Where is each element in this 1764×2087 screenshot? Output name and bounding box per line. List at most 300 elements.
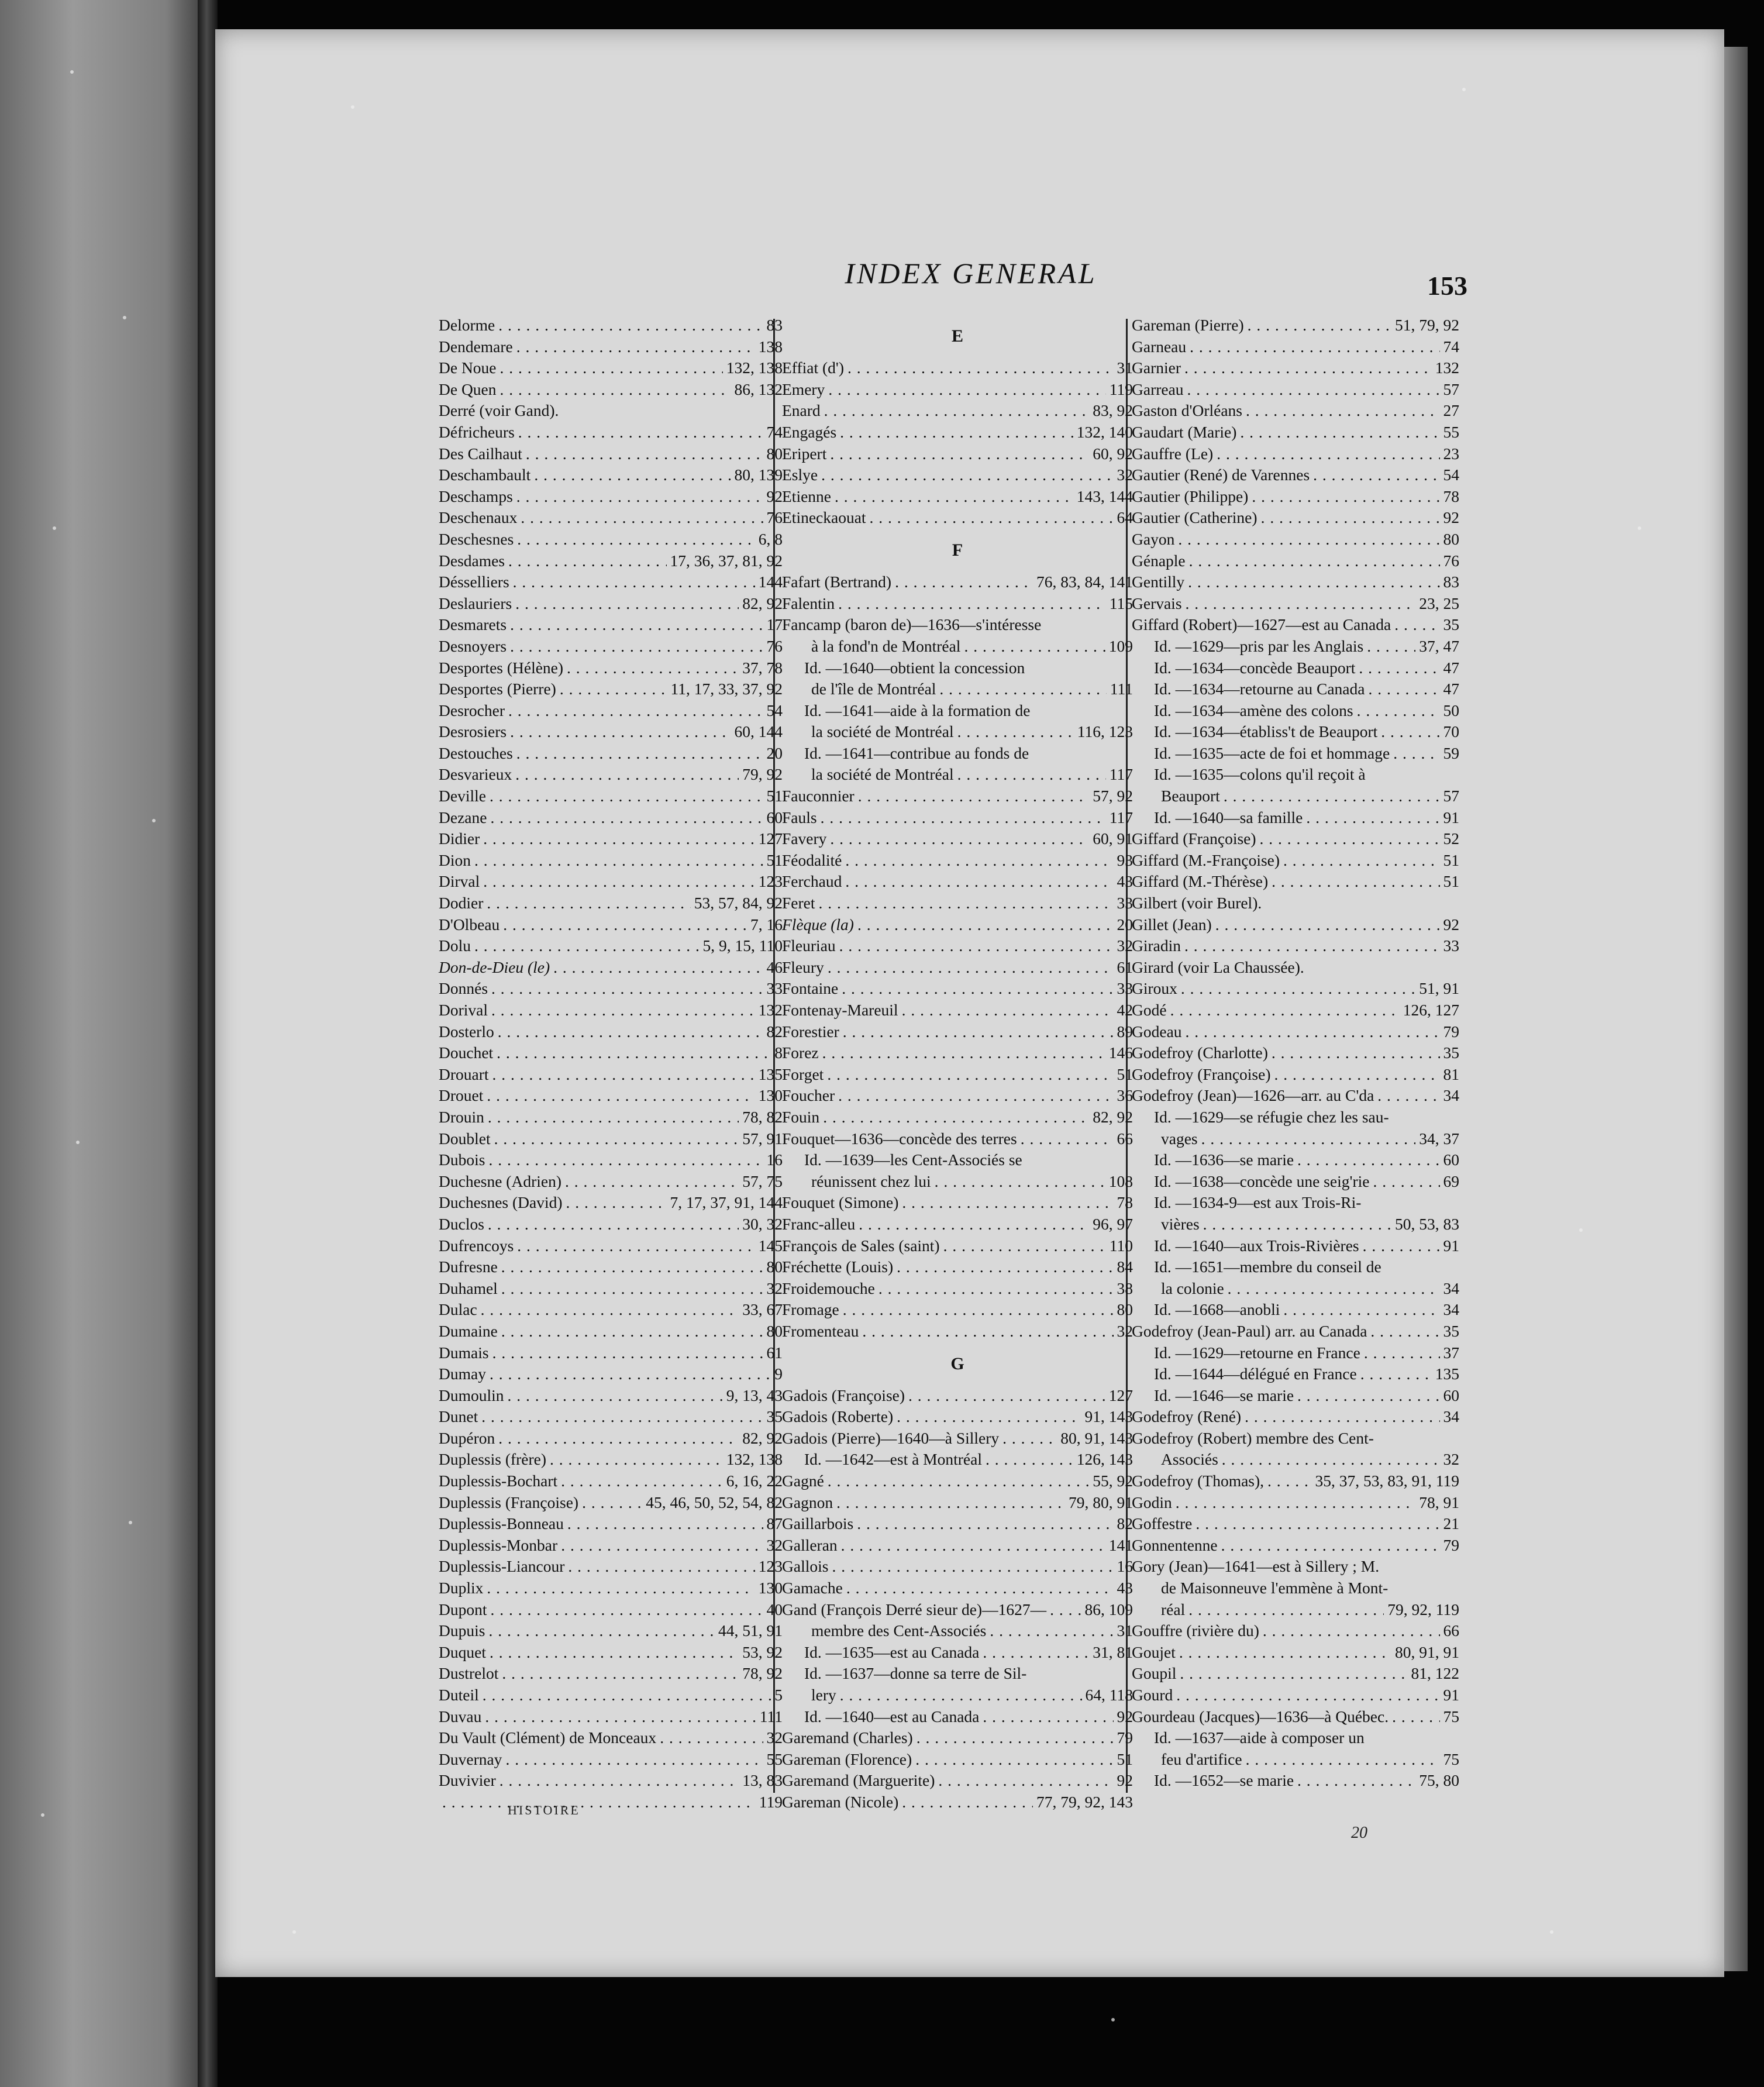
dot-leader <box>481 1299 739 1321</box>
entry-name: Gagné <box>782 1472 824 1490</box>
index-entry <box>439 1299 783 1321</box>
entry-name: Id. —1668—anobli <box>1154 1300 1280 1319</box>
dot-leader <box>1170 1000 1400 1021</box>
entry-name: Duchesnes (David) <box>439 1193 563 1212</box>
dot-leader <box>830 443 1089 465</box>
dot-leader <box>1261 507 1440 529</box>
dot-leader <box>902 1792 1033 1813</box>
dot-leader <box>567 657 739 679</box>
entry-name: Etienne <box>782 487 831 505</box>
dot-leader <box>488 1107 739 1128</box>
entry-name: Id. —1646—se marie <box>1154 1386 1294 1404</box>
dot-leader <box>491 1000 755 1021</box>
index-entry <box>782 1149 1133 1171</box>
entry-pages: 32 <box>766 1728 783 1747</box>
dot-leader <box>839 935 1114 957</box>
entry-name: Engagés <box>782 422 837 441</box>
entry-name: Id. —1635—acte de foi et hommage <box>1154 743 1390 762</box>
entry-pages: 61 <box>766 1343 783 1362</box>
dot-leader <box>510 721 731 743</box>
entry-pages: 83, 92 <box>1093 401 1133 420</box>
dot-leader <box>1364 1342 1440 1364</box>
entry-pages: 144 <box>758 573 783 591</box>
index-entry <box>1132 1685 1459 1706</box>
dot-leader <box>1184 357 1432 379</box>
entry-name: Girard (voir La Chaussée). <box>1132 958 1304 976</box>
index-entry <box>439 1278 783 1300</box>
index-entry <box>782 1492 1133 1514</box>
dot-leader <box>1360 1363 1432 1385</box>
index-entry <box>782 1535 1133 1556</box>
entry-pages: 51 <box>766 850 783 869</box>
dot-leader <box>518 422 763 443</box>
dot-leader <box>870 507 1114 529</box>
entry-name: De Quen <box>439 380 497 398</box>
entry-name: Garemand (Marguerite) <box>782 1771 935 1790</box>
dot-leader <box>568 1556 754 1578</box>
entry-pages: 36 <box>1117 1086 1133 1105</box>
index-entry <box>1132 593 1459 615</box>
dot-leader <box>1050 1599 1081 1621</box>
index-entry <box>782 850 1133 872</box>
dot-leader <box>565 1171 739 1193</box>
dot-leader <box>490 1363 771 1385</box>
index-entry <box>439 422 783 443</box>
entry-name: Foucher <box>782 1086 835 1105</box>
dot-leader <box>1180 1663 1407 1685</box>
dot-leader <box>1178 529 1439 550</box>
dot-leader <box>492 1064 755 1086</box>
entry-name: Goujet <box>1132 1642 1176 1661</box>
entry-pages: 27 <box>1443 401 1459 420</box>
entry-name: Fréchette (Louis) <box>782 1258 894 1276</box>
entry-name: Garnier <box>1132 359 1181 377</box>
index-entry <box>782 1685 1133 1706</box>
dot-leader <box>534 464 731 486</box>
dot-leader <box>1313 464 1439 486</box>
section-letter: F <box>952 540 963 560</box>
entry-name: Dulac <box>439 1300 477 1319</box>
entry-pages: 34 <box>1443 1086 1459 1105</box>
entry-pages: 86, 132 <box>734 380 783 398</box>
book-gutter <box>198 0 218 2087</box>
entry-name: Gauffre (Le) <box>1132 444 1214 463</box>
dot-leader <box>498 315 763 336</box>
index-entry <box>782 1128 1133 1150</box>
index-entry <box>439 1342 783 1364</box>
entry-name: Delorme <box>439 316 495 334</box>
entry-name: Deslauriers <box>439 594 512 612</box>
entry-name: Duplessis (frère) <box>439 1450 547 1469</box>
entry-pages: 23, 25 <box>1419 594 1459 612</box>
entry-name: Gourdeau (Jacques)—1636—à Québec. <box>1132 1707 1389 1726</box>
dot-leader <box>935 1171 1105 1193</box>
entry-name: Gentilly <box>1132 573 1185 591</box>
index-entry <box>439 1685 783 1706</box>
dot-leader <box>943 1235 1106 1257</box>
entry-name: Godefroy (Jean-Paul) arr. au Canada <box>1132 1321 1367 1340</box>
entry-name: Id. —1629—retourne en France <box>1154 1343 1360 1362</box>
index-entry <box>1132 614 1459 636</box>
dot-leader <box>515 764 739 786</box>
dot-leader <box>1263 1620 1440 1642</box>
entry-pages: 51 <box>1117 1750 1133 1768</box>
entry-pages: 115 <box>1109 594 1133 612</box>
index-entry <box>782 1599 1133 1621</box>
index-entry <box>782 1578 1133 1599</box>
dot-leader <box>550 1449 723 1470</box>
entry-name: la société de Montréal <box>811 722 954 741</box>
dot-leader <box>501 1321 763 1342</box>
index-entry <box>439 1428 783 1449</box>
entry-name: Duhamel <box>439 1279 498 1297</box>
entry-name: Féodalité <box>782 850 842 869</box>
dot-leader <box>561 1470 723 1492</box>
dot-leader <box>840 422 1073 443</box>
dot-leader <box>488 1149 763 1171</box>
entry-name: Falentin <box>782 594 835 612</box>
entry-pages: 80 <box>1443 529 1459 548</box>
entry-name: Fafart (Bertrand) <box>782 573 892 591</box>
index-entry <box>1132 1556 1459 1578</box>
entry-name: Gagnon <box>782 1493 833 1511</box>
dot-leader <box>566 1192 667 1214</box>
index-entry <box>782 935 1133 957</box>
section-letter: E <box>951 326 963 346</box>
dot-leader <box>516 743 763 764</box>
dot-leader <box>516 336 755 358</box>
dot-leader <box>497 1042 771 1064</box>
index-entry <box>439 914 783 936</box>
dot-leader <box>1222 1449 1440 1470</box>
entry-pages: 79 <box>1117 1728 1133 1747</box>
entry-name: Id. —1634-9—est aux Trois-Ri- <box>1154 1193 1362 1212</box>
dot-leader <box>1195 1513 1439 1535</box>
index-entry <box>439 1513 783 1535</box>
index-entry <box>1132 336 1459 358</box>
entry-pages: 80, 139 <box>734 466 783 484</box>
index-entry <box>439 1578 783 1599</box>
entry-pages: 127 <box>758 829 783 848</box>
entry-name: Dufrencoys <box>439 1236 514 1255</box>
entry-name: Id. —1651—membre du conseil de <box>1154 1258 1381 1276</box>
entry-pages: 33 <box>1117 894 1133 912</box>
entry-name: Deschamps <box>439 487 513 505</box>
entry-name: Emery <box>782 380 825 398</box>
entry-pages: 32 <box>766 1279 783 1297</box>
entry-pages: 132, 138 <box>726 1450 783 1469</box>
index-entry <box>782 1792 1133 1813</box>
index-entry <box>439 1256 783 1278</box>
index-entry <box>439 614 783 636</box>
dust-speck <box>1579 1228 1583 1232</box>
entry-pages: 53, 92 <box>742 1642 783 1661</box>
dot-leader <box>828 1470 1089 1492</box>
dot-leader <box>1283 1299 1439 1321</box>
dot-leader <box>1228 1278 1440 1300</box>
dot-leader <box>1188 1599 1384 1621</box>
index-entry <box>782 721 1133 743</box>
index-entry <box>782 807 1133 829</box>
entry-pages: 82 <box>766 1022 783 1041</box>
entry-name: Deville <box>439 787 486 805</box>
entry-pages: 78 <box>1117 1193 1133 1212</box>
entry-name: Génaple <box>1132 551 1186 570</box>
index-entry <box>439 1385 783 1407</box>
entry-name: Id. —1634—concède Beauport <box>1154 658 1356 677</box>
index-entry <box>782 1620 1133 1642</box>
index-entry <box>1132 422 1459 443</box>
index-entry <box>439 807 783 829</box>
entry-name: Favery <box>782 829 827 848</box>
entry-name: Id. —1637—aide à composer un <box>1154 1728 1365 1747</box>
entry-name: Dufresne <box>439 1258 498 1276</box>
entry-pages: 119 <box>759 1792 783 1811</box>
entry-pages: 66 <box>1117 1129 1133 1148</box>
entry-pages: 78, 82 <box>742 1107 783 1126</box>
index-entry <box>439 379 783 401</box>
index-entry <box>782 1470 1133 1492</box>
dot-leader <box>915 1749 1113 1771</box>
index-entry <box>1132 1064 1459 1086</box>
index-entry <box>1132 1107 1459 1128</box>
dot-leader <box>828 379 1105 401</box>
dot-leader <box>858 786 1090 807</box>
dot-leader <box>902 1192 1113 1214</box>
entry-pages: 59 <box>1443 743 1459 762</box>
index-entry <box>439 1727 783 1749</box>
entry-name: Drouin <box>439 1107 484 1126</box>
entry-pages: 51 <box>1443 872 1459 891</box>
dot-leader <box>878 1278 1114 1300</box>
index-entry <box>1132 957 1459 979</box>
entry-name: Gadois (Pierre)—1640—à Sillery <box>782 1428 1000 1447</box>
entry-pages: 30, 32 <box>742 1214 783 1233</box>
index-entry <box>1132 1770 1459 1792</box>
dot-leader <box>1359 657 1439 679</box>
entry-pages: 117 <box>1109 765 1133 784</box>
entry-name: Drouet <box>439 1086 484 1105</box>
dot-leader <box>1190 336 1439 358</box>
index-entry <box>782 1706 1133 1728</box>
index-entry <box>439 1000 783 1021</box>
entry-name: Gory (Jean)—1641—est à Sillery ; M. <box>1132 1557 1380 1576</box>
index-column-2 <box>782 315 1133 1813</box>
entry-name: Fontenay-Mareuil <box>782 1001 898 1019</box>
index-entry <box>1132 507 1459 529</box>
dot-leader <box>1274 1064 1439 1086</box>
index-entry <box>782 486 1133 508</box>
entry-name: Fleury <box>782 958 824 976</box>
entry-name: Dunet <box>439 1407 478 1426</box>
index-entry <box>782 893 1133 914</box>
entry-name: Gilbert (voir Burel). <box>1132 894 1262 912</box>
entry-name: Id. —1641—aide à la formation de <box>804 701 1031 719</box>
dot-leader <box>560 679 667 700</box>
entry-pages: 37, 78 <box>742 658 783 677</box>
index-entry <box>782 871 1133 893</box>
entry-name: Gand (François Derré sieur de)—1627— <box>782 1600 1047 1618</box>
entry-name: Desnoyers <box>439 636 507 655</box>
index-entry <box>1132 1642 1459 1664</box>
dot-leader <box>1392 1706 1439 1728</box>
dot-leader <box>1184 935 1439 957</box>
entry-pages: 92 <box>1117 1707 1133 1726</box>
entry-name: Id. —1639—les Cent-Associés se <box>804 1151 1022 1169</box>
entry-name: Destouches <box>439 743 513 762</box>
index-entry <box>439 1535 783 1556</box>
dot-leader <box>1246 400 1439 422</box>
dot-leader <box>902 1000 1114 1021</box>
entry-name: Gourd <box>1132 1686 1173 1704</box>
dot-leader <box>500 379 731 401</box>
entry-pages: 117 <box>1109 808 1133 826</box>
dot-leader <box>1186 593 1416 615</box>
dot-leader <box>1021 1128 1114 1150</box>
entry-pages: 79 <box>1443 1022 1459 1041</box>
entry-name: Id. —1637—donne sa terre de Sil- <box>804 1664 1027 1683</box>
index-entry <box>439 1770 783 1792</box>
entry-pages: 89 <box>1117 1022 1133 1041</box>
index-entry <box>782 1000 1133 1021</box>
index-entry <box>439 1363 783 1385</box>
dot-leader <box>857 914 1114 936</box>
index-entry <box>1132 1128 1459 1150</box>
entry-name: Feret <box>782 894 815 912</box>
entry-pages: 50, 53, 83 <box>1395 1214 1459 1233</box>
index-entry <box>1132 1000 1459 1021</box>
dot-leader <box>1203 1214 1391 1235</box>
dot-leader <box>1267 1470 1311 1492</box>
entry-name: Giffard (Françoise) <box>1132 829 1256 848</box>
dot-leader <box>487 1085 754 1107</box>
entry-pages: 76 <box>766 636 783 655</box>
index-entry <box>439 1492 783 1514</box>
dot-leader <box>474 850 763 872</box>
entry-name: Duchesne (Adrien) <box>439 1172 561 1190</box>
dot-leader <box>1245 1406 1439 1428</box>
dot-leader <box>494 1128 739 1150</box>
dust-speck <box>129 1521 132 1524</box>
entry-pages: 51 <box>1117 1065 1133 1083</box>
entry-pages: 127 <box>1108 1386 1133 1404</box>
entry-pages: 33 <box>1443 936 1459 955</box>
dot-leader <box>862 1321 1113 1342</box>
entry-name: Giroux <box>1132 979 1177 998</box>
dot-leader <box>474 935 700 957</box>
index-entry <box>439 1214 783 1235</box>
index-entry <box>439 1171 783 1193</box>
entry-name: Duteil <box>439 1686 479 1704</box>
index-entry <box>1132 443 1459 465</box>
dot-leader <box>917 1727 1114 1749</box>
entry-name: Id. —1640—sa famille <box>1154 808 1303 826</box>
entry-name: Duvernay <box>439 1750 502 1768</box>
entry-name: Fouin <box>782 1107 820 1126</box>
entry-name: Id. —1652—se marie <box>1154 1771 1294 1790</box>
entry-name: Dumais <box>439 1343 489 1362</box>
index-entry <box>439 1149 783 1171</box>
entry-name: Dubois <box>439 1151 485 1169</box>
entry-pages: 146 <box>1108 1044 1133 1062</box>
entry-pages: 20 <box>766 743 783 762</box>
entry-name: Deschesnes <box>439 529 514 548</box>
entry-pages: 52 <box>1443 829 1459 848</box>
entry-pages: 132, 138 <box>726 359 783 377</box>
entry-name: à la fond'n de Montréal <box>811 636 961 655</box>
entry-pages: 80, 91, 91 <box>1395 1642 1459 1661</box>
dust-speck <box>76 1141 80 1144</box>
entry-pages: 51 <box>766 787 783 805</box>
entry-pages: 38 <box>1117 1279 1133 1297</box>
entry-pages: 11, 17, 33, 37, 92 <box>670 680 783 698</box>
entry-name: Fauls <box>782 808 817 826</box>
entry-pages: 9 <box>774 1365 783 1383</box>
dot-leader <box>908 1385 1105 1407</box>
entry-name: Fontaine <box>782 979 839 998</box>
entry-pages: 76 <box>766 508 783 527</box>
entry-pages: 81 <box>1443 1065 1459 1083</box>
entry-name: Deschenaux <box>439 508 518 527</box>
index-entry <box>439 657 783 679</box>
index-entry <box>1132 1492 1459 1514</box>
dot-leader <box>838 593 1106 615</box>
entry-name: Godeau <box>1132 1022 1182 1041</box>
entry-name: de l'île de Montréal <box>811 680 936 698</box>
entry-name: Duplessis-Liancour <box>439 1557 565 1576</box>
entry-pages: 143, 144 <box>1076 487 1133 505</box>
dot-leader <box>1176 1492 1416 1514</box>
index-entry <box>439 443 783 465</box>
index-entry <box>1132 1749 1459 1771</box>
entry-pages: 7, 16 <box>750 915 783 934</box>
entry-name: Giradin <box>1132 936 1181 955</box>
dust-speck <box>152 819 156 822</box>
dot-leader <box>510 636 763 657</box>
dot-leader <box>1373 1171 1439 1193</box>
dot-leader <box>1248 315 1391 336</box>
footer-sheet-number: 20 <box>1351 1824 1367 1842</box>
index-entry <box>439 529 783 550</box>
entry-pages: 34 <box>1443 1300 1459 1319</box>
dot-leader <box>1377 1085 1439 1107</box>
entry-name: Godefroy (Robert) membre des Cent- <box>1132 1428 1374 1447</box>
entry-pages: 60 <box>1443 1386 1459 1404</box>
index-entry <box>439 743 783 764</box>
entry-name: Effiat (d') <box>782 359 844 377</box>
entry-name: Gamache <box>782 1579 843 1597</box>
entry-pages: 77, 79, 92, 143 <box>1036 1792 1133 1811</box>
index-entry <box>439 871 783 893</box>
dot-leader <box>515 593 739 615</box>
entry-pages: 109 <box>1108 636 1133 655</box>
index-entry <box>439 700 783 722</box>
index-entry <box>782 1278 1133 1300</box>
entry-pages: 31 <box>1117 1621 1133 1640</box>
entry-pages: 126, 143 <box>1076 1450 1133 1469</box>
entry-name: Duplessis-Monbar <box>439 1535 558 1554</box>
entry-pages: 8 <box>774 1044 783 1062</box>
entry-name: Donnés <box>439 979 488 998</box>
entry-pages: 75, 80 <box>1419 1771 1459 1790</box>
dot-leader <box>938 1770 1113 1792</box>
entry-name: Des Cailhaut <box>439 444 522 463</box>
entry-pages: 86, 109 <box>1084 1600 1133 1618</box>
entry-name: Desportes (Hélène) <box>439 658 564 677</box>
entry-pages: 91 <box>1443 1236 1459 1255</box>
entry-name: Eripert <box>782 444 827 463</box>
dot-leader <box>499 1770 739 1792</box>
